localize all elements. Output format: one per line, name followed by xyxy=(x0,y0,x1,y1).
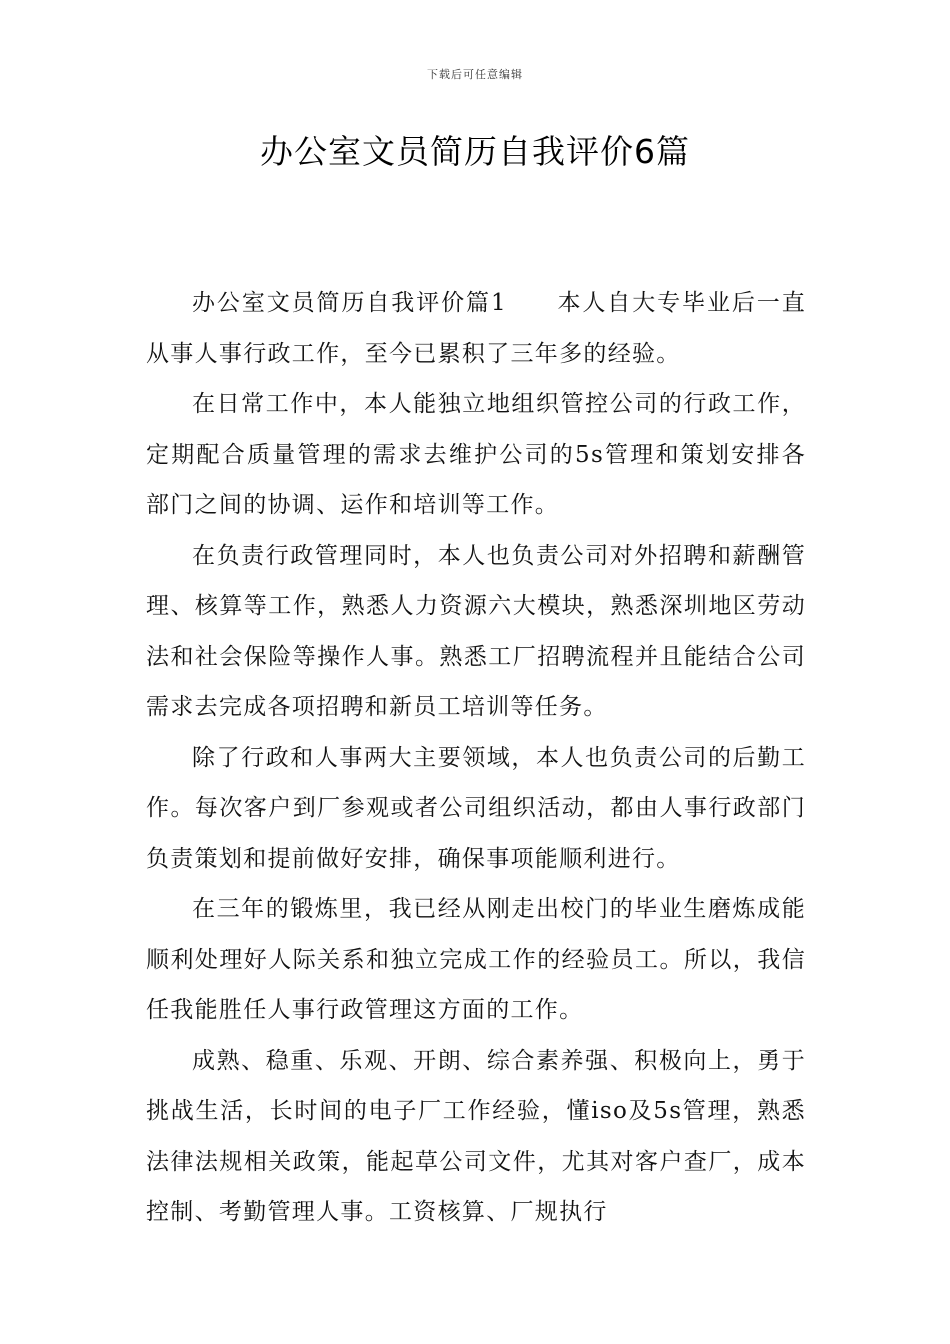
paragraph-1 xyxy=(146,278,806,379)
paragraph-4: 除了行政和人事两大主要领域，本人也负责公司的后勤工作。每次客户到厂参观或者公司组织活动，都由人事行政部门负责策划和提前做好安排，确保事项能顺利进行。 xyxy=(146,744,806,872)
paragraph-1-text: 本人自大专毕业后一直从事人事行政工作，至今已累积了三年多的经验。 xyxy=(146,290,806,367)
section-heading: 办公室文员简历自我评价篇1 xyxy=(192,290,507,316)
document-title: 办公室文员简历自我评价6篇 xyxy=(260,132,690,171)
paragraph-5: 在三年的锻炼里，我已经从刚走出校门的毕业生磨炼成能顺利处理好人际关系和独立完成工作的经验员工。所以，我信任我能胜任人事行政管理这方面的工作。 xyxy=(146,896,806,1023)
paragraph-3: 在负责行政管理同时，本人也负责公司对外招聘和薪酬管理、核算等工作，熟悉人力资源六大模块，熟悉深圳地区劳动法和社会保险等操作人事。熟悉工厂招聘流程并且能结合公司需求去完成各项招聘和新员工培训等任务。 xyxy=(146,542,806,720)
document-body xyxy=(146,278,806,1238)
paragraph-2: 在日常工作中，本人能独立地组织管控公司的行政工作，定期配合质量管理的需求去维护公司的5s管理和策划安排各部门之间的协调、运作和培训等工作。 xyxy=(146,391,806,518)
header-note: 下载后可任意编辑 xyxy=(427,68,523,81)
paragraph-6: 成熟、稳重、乐观、开朗、综合素养强、积极向上，勇于挑战生活，长时间的电子厂工作经验，懂iso及5s管理，熟悉法律法规相关政策，能起草公司文件，尤其对客户查厂，成本控制、考勤管理人事。工资核算、厂规执行 xyxy=(146,1047,806,1225)
